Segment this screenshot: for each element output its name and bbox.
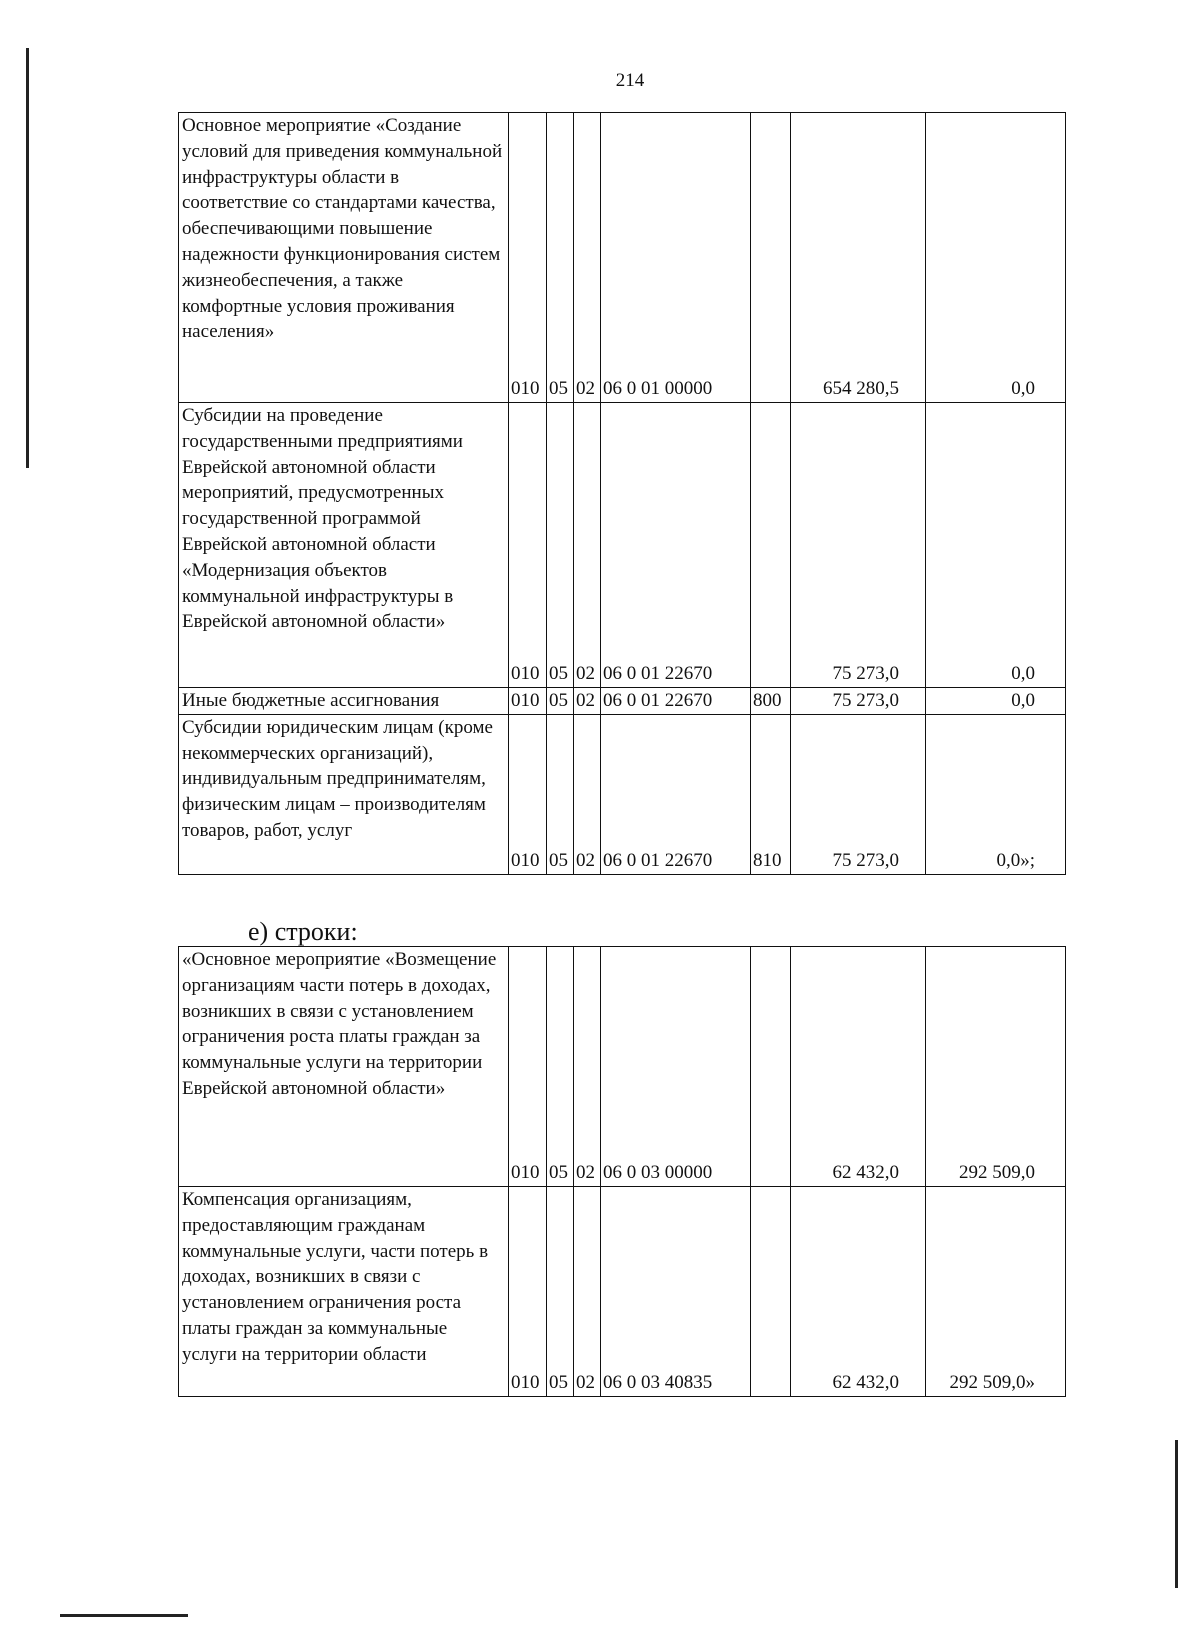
section-code: 05 <box>547 714 574 874</box>
amount-year-1: 654 280,5 <box>791 113 926 403</box>
row-name: Иные бюджетные ассигнования <box>179 688 509 715</box>
row-name: Основное мероприятие «Создание условий для приведения коммунальной инфраструктуры области в соответствие со стандартами качества, обеспечивающими повышение надежности функционирования систем жизнеобеспечения, а также комфортные условия проживания населения» <box>179 113 509 403</box>
target-article-code: 06 0 03 00000 <box>601 947 751 1187</box>
expense-type-code: 800 <box>751 688 791 715</box>
amount-year-1: 75 273,0 <box>791 403 926 688</box>
budget-table-2 <box>178 946 1066 1397</box>
row-name: Субсидии на проведение государственными предприятиями Еврейской автономной области мероприятий, предусмотренных государственной программой Еврейской автономной области «Модернизация объектов коммунальной инфраструктуры в Еврейской автономной области» <box>179 403 509 688</box>
subsection-code: 02 <box>574 403 601 688</box>
ministry-code: 010 <box>509 688 547 715</box>
page-number: 214 <box>615 70 645 91</box>
expense-type-code <box>751 1187 791 1397</box>
row-name: «Основное мероприятие «Возмещение организациям части потерь в доходах, возникших в связи с установлением ограничения роста платы граждан за коммунальные услуги на территории Еврейской автономной области» <box>179 947 509 1187</box>
subsection-code: 02 <box>574 1187 601 1397</box>
section-code: 05 <box>547 947 574 1187</box>
subsection-code: 02 <box>574 688 601 715</box>
table-row <box>179 1187 1066 1397</box>
table-row <box>179 403 1066 688</box>
ministry-code: 010 <box>509 1187 547 1397</box>
section-code: 05 <box>547 113 574 403</box>
target-article-code: 06 0 01 22670 <box>601 688 751 715</box>
section-code: 05 <box>547 1187 574 1397</box>
row-name: Компенсация организациям, предоставляющим гражданам коммунальные услуги, части потерь в доходах, возникших в связи с установлением ограничения роста платы граждан за коммунальные услуги на территории области <box>179 1187 509 1397</box>
section-heading: е) строки: <box>248 917 358 946</box>
ministry-code: 010 <box>509 403 547 688</box>
section-code: 05 <box>547 688 574 715</box>
amount-year-1: 62 432,0 <box>791 947 926 1187</box>
amount-year-1: 62 432,0 <box>791 1187 926 1397</box>
budget-table-1 <box>178 112 1066 875</box>
scan-margin-line-right <box>1175 1440 1178 1588</box>
expense-type-code: 810 <box>751 714 791 874</box>
table-row <box>179 113 1066 403</box>
amount-year-2: 0,0»; <box>926 714 1066 874</box>
target-article-code: 06 0 03 40835 <box>601 1187 751 1397</box>
amount-year-2: 0,0 <box>926 113 1066 403</box>
expense-type-code <box>751 947 791 1187</box>
amount-year-2: 292 509,0 <box>926 947 1066 1187</box>
subsection-code: 02 <box>574 947 601 1187</box>
ministry-code: 010 <box>509 714 547 874</box>
target-article-code: 06 0 01 22670 <box>601 714 751 874</box>
amount-year-1: 75 273,0 <box>791 714 926 874</box>
section-code: 05 <box>547 403 574 688</box>
table-row <box>179 947 1066 1187</box>
subsection-code: 02 <box>574 714 601 874</box>
subsection-code: 02 <box>574 113 601 403</box>
target-article-code: 06 0 01 00000 <box>601 113 751 403</box>
table-row <box>179 714 1066 874</box>
amount-year-2: 292 509,0» <box>926 1187 1066 1397</box>
amount-year-2: 0,0 <box>926 403 1066 688</box>
amount-year-2: 0,0 <box>926 688 1066 715</box>
expense-type-code <box>751 113 791 403</box>
scan-margin-line-left <box>26 48 29 468</box>
expense-type-code <box>751 403 791 688</box>
table-row <box>179 688 1066 715</box>
target-article-code: 06 0 01 22670 <box>601 403 751 688</box>
ministry-code: 010 <box>509 113 547 403</box>
amount-year-1: 75 273,0 <box>791 688 926 715</box>
footnote-rule <box>60 1614 188 1617</box>
row-name: Субсидии юридическим лицам (кроме некоммерческих организаций), индивидуальным предпринимателям, физическим лицам – производителям товаров, работ, услуг <box>179 714 509 874</box>
ministry-code: 010 <box>509 947 547 1187</box>
